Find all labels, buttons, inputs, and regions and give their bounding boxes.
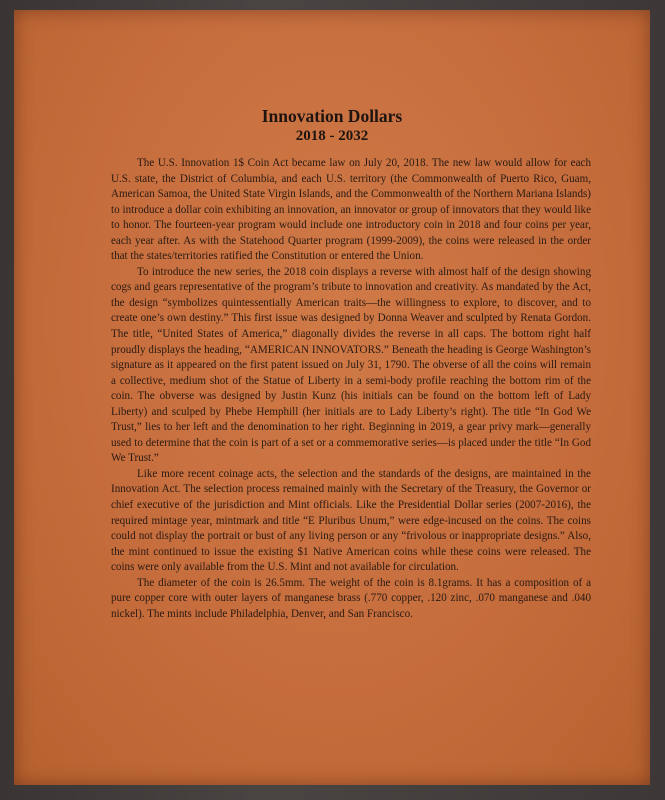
text-panel <box>14 10 650 785</box>
article-body <box>111 156 591 622</box>
page-title: Innovation Dollars <box>261 106 403 126</box>
paragraph-standards: Like more recent coinage acts, the selection and the standards of the designs, are maintained in the Innovation Act. The selection process remained mainly with the Secretary of the Treasury, the Governor or chief executive of the jurisdiction and Mint officials. Like the Presidential Dollar series (2007-2016), the required mintage year, mintmark and title “E Pluribus Unum,” were edge-incused on the coins. The coins could not display the portrait or bust of any living person or any “frivolous or inappropriate designs.” Also, the mint continued to issue the existing $1 Native American coins while these coins were released. The coins were only available from the U.S. Mint and not available for circulation. <box>111 467 591 574</box>
page-subtitle: 2018 - 2032 <box>295 128 369 144</box>
paragraph-specifications: The diameter of the coin is 26.5mm. The weight of the coin is 8.1grams. It has a composition of a pure copper core with outer layers of manganese brass (.770 copper, .120 zinc, .070 manganese and .040 nickel). The mints include Philadelphia, Denver, and San Francisco. <box>111 576 591 620</box>
paragraph-design: To introduce the new series, the 2018 coin displays a reverse with almost half of the design showing cogs and gears representative of the program’s tribute to innovation and creativity. As mandated by the Act, the design “symbolizes quintessentially American traits—the willingness to explore, to discover, and to create one’s own destiny.” This first issue was designed by Donna Weaver and sculpted by Renata Gordon. The title, “United States of America,” diagonally divides the reverse in all caps. The bottom right half proudly displays the heading, “AMERICAN INNOVATORS.” Beneath the heading is George Washington’s signature as it appeared on the first patent issued on July 31, 1790. The obverse of all the coins will remain a collective, medium shot of the Statue of Liberty in a semi-body profile reaching the bottom rim of the coin. The obverse was designed by Justin Kunz (his initials can be found on the bottom left of Lady Liberty) and sculped by Phebe Hemphill (her initials are to Lady Liberty’s right). The title “In God We Trust,” lies to her left and the denomination to her right. Beginning in 2019, a gear privy mark—generally used to determine that the coin is part of a set or a commemorative series—is placed under the title “In God We Trust.” <box>111 265 591 465</box>
paragraph-intro: The U.S. Innovation 1$ Coin Act became law on July 20, 2018. The new law would allow for each U.S. state, the District of Columbia, and each U.S. territory (the Commonwealth of Puerto Rico, Guam, American Samoa, the United State Virgin Islands, and the Commonwealth of the Northern Mariana Islands) to introduce a dollar coin exhibiting an innovation, an innovator or group of innovators that they would like to honor. The fourteen-year program would include one introductory coin in 2018 and four coins per year, each year after. As with the Statehood Quarter program (1999-2009), the coins were released in the order that the states/territories ratified the Constitution or entered the Union. <box>111 157 591 263</box>
